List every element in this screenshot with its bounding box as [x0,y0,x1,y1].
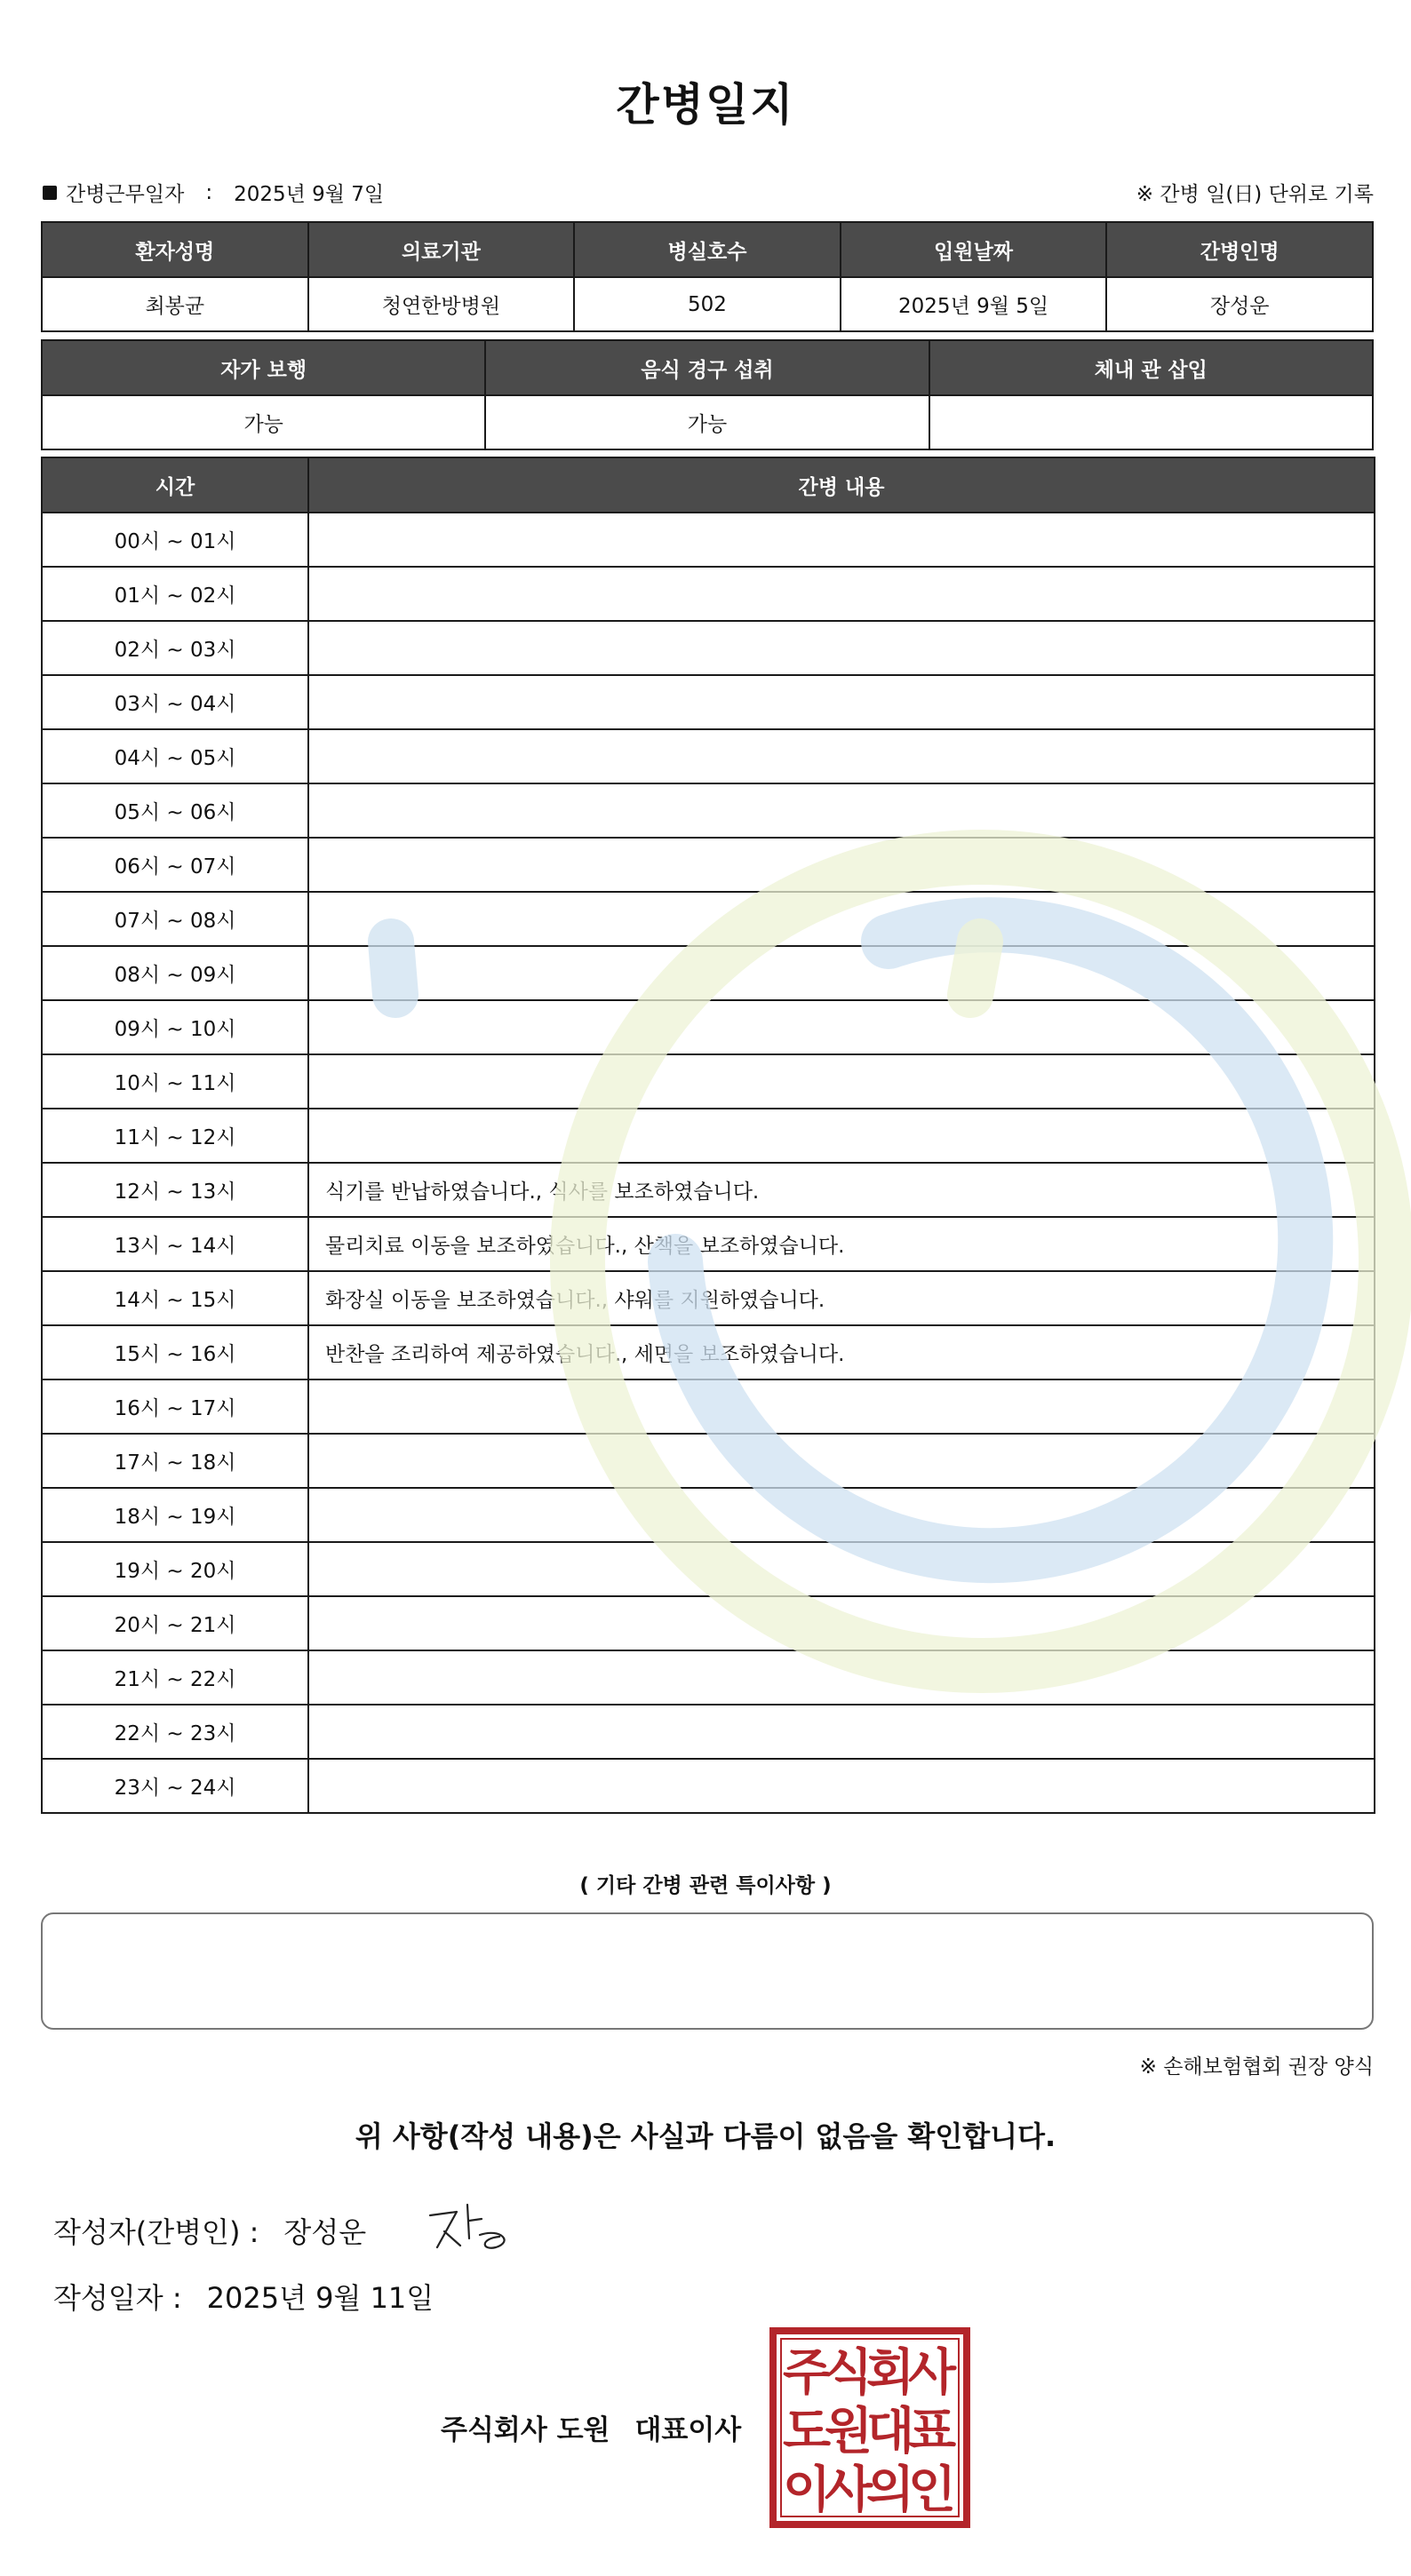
time-slot: 12시 ~ 13시 [42,1163,308,1217]
table-row [42,1054,1375,1109]
time-slot: 13시 ~ 14시 [42,1217,308,1271]
table-row [42,1000,1375,1054]
header-tube-insertion: 체내 관 삽입 [929,340,1373,395]
handwritten-signature [418,2192,524,2263]
company-line [441,2407,741,2447]
care-content [308,1109,1375,1163]
seal-character: 표 [907,2402,957,2461]
seal-character: 사 [824,2461,873,2519]
table-row [42,1271,1375,1325]
header-caregiver: 간병인명 [1106,222,1373,277]
care-content [308,567,1375,621]
hospital-name: 청연한방병원 [308,277,575,331]
table-row [42,1434,1375,1488]
header-patient-name: 환자성명 [42,222,308,277]
care-content [308,1596,1375,1650]
care-content [308,1542,1375,1596]
table-row [42,892,1375,946]
written-date-line [53,2276,434,2317]
care-content [308,892,1375,946]
table-row [42,1163,1375,1217]
header-hospital: 의료기관 [308,222,575,277]
care-log-table [41,457,1375,1814]
admission-date: 2025년 9월 5일 [841,277,1107,331]
care-content [308,1000,1375,1054]
care-content [308,1705,1375,1759]
company-seal-stamp [769,2327,970,2528]
time-slot: 21시 ~ 22시 [42,1650,308,1705]
work-date-line [43,178,384,207]
care-content [308,675,1375,729]
time-slot: 04시 ~ 05시 [42,729,308,783]
table-row [42,1650,1375,1705]
care-content [308,513,1375,567]
caregiver-name: 장성운 [1106,277,1373,331]
time-slot: 19시 ~ 20시 [42,1542,308,1596]
table-row [42,1217,1375,1271]
seal-character: 도 [782,2402,832,2461]
care-content [308,946,1375,1000]
unit-note: ※ 간병 일(日) 단위로 기록 [1136,183,1374,206]
tube-insertion-value [929,395,1373,449]
written-date-label: 작성일자 : [53,2281,182,2315]
table-row [42,621,1375,675]
notes-title: ( 기타 간병 관련 특이사항 ) [579,1874,832,1897]
time-slot: 08시 ~ 09시 [42,946,308,1000]
care-content [308,1379,1375,1434]
time-slot: 00시 ~ 01시 [42,513,308,567]
header-oral-intake: 음식 경구 섭취 [485,340,929,395]
document-title: 간병일지 [616,79,795,131]
table-row [42,838,1375,892]
time-slot: 09시 ~ 10시 [42,1000,308,1054]
care-content [308,783,1375,838]
seal-character: 회 [865,2343,915,2402]
header-care-content: 간병 내용 [308,457,1375,513]
header-time: 시간 [42,457,308,513]
walking-value: 가능 [42,395,485,449]
care-content [308,1054,1375,1109]
table-row [42,1705,1375,1759]
table-row [42,729,1375,783]
care-content [308,621,1375,675]
confirmation-statement: 위 사항(작성 내용)은 사실과 다름이 없음을 확인합니다. [355,2119,1056,2153]
table-row [42,513,1375,567]
time-slot: 11시 ~ 12시 [42,1109,308,1163]
seal-character: 의 [865,2461,915,2519]
header-walking: 자가 보행 [42,340,485,395]
table-row [42,675,1375,729]
table-row [42,1596,1375,1650]
care-content [308,729,1375,783]
work-date-label: 간병근무일자 [66,183,185,206]
time-slot: 20시 ~ 21시 [42,1596,308,1650]
care-content [308,1759,1375,1813]
time-slot: 23시 ~ 24시 [42,1759,308,1813]
time-slot: 05시 ~ 06시 [42,783,308,838]
table-row [42,783,1375,838]
patient-info-table [41,221,1374,332]
special-notes-box [41,1912,1374,2030]
care-content: 화장실 이동을 보조하였습니다., 샤워를 지원하였습니다. [308,1271,1375,1325]
header-room: 병실호수 [574,222,841,277]
writer-label: 작성자(간병인) : [53,2215,259,2249]
bullet-square-icon [43,186,57,200]
table-row [42,1759,1375,1813]
seal-character: 이 [782,2461,832,2519]
time-slot: 06시 ~ 07시 [42,838,308,892]
patient-name: 최봉균 [42,277,308,331]
work-date-value: 2025년 9월 7일 [234,183,385,206]
table-row [42,946,1375,1000]
table-row [42,567,1375,621]
time-slot: 14시 ~ 15시 [42,1271,308,1325]
time-slot: 15시 ~ 16시 [42,1325,308,1379]
seal-character: 인 [907,2461,957,2519]
seal-character: 원 [824,2402,873,2461]
time-slot: 10시 ~ 11시 [42,1054,308,1109]
writer-name: 장성운 [283,2215,367,2249]
care-content: 식기를 반납하였습니다., 식사를 보조하였습니다. [308,1163,1375,1217]
care-content [308,838,1375,892]
form-source-note: ※ 손해보험협회 권장 양식 [1139,2055,1374,2079]
seal-character: 사 [907,2343,957,2402]
company-name: 주식회사 도원 [441,2414,610,2446]
seal-character: 대 [865,2402,915,2461]
time-slot: 22시 ~ 23시 [42,1705,308,1759]
time-slot: 07시 ~ 08시 [42,892,308,946]
table-row [42,1488,1375,1542]
oral-intake-value: 가능 [485,395,929,449]
time-slot: 03시 ~ 04시 [42,675,308,729]
room-number: 502 [574,277,841,331]
seal-character: 주 [782,2343,832,2402]
care-content [308,1434,1375,1488]
care-content [308,1650,1375,1705]
time-slot: 02시 ~ 03시 [42,621,308,675]
writer-line [53,2210,366,2251]
company-representative: 대표이사 [634,2414,742,2446]
table-row [42,1325,1375,1379]
header-admission-date: 입원날짜 [841,222,1107,277]
work-date-separator: : [205,180,213,204]
care-content: 물리치료 이동을 보조하였습니다., 산책을 보조하였습니다. [308,1217,1375,1271]
care-content [308,1488,1375,1542]
table-row [42,1109,1375,1163]
time-slot: 17시 ~ 18시 [42,1434,308,1488]
time-slot: 16시 ~ 17시 [42,1379,308,1434]
time-slot: 18시 ~ 19시 [42,1488,308,1542]
table-row [42,1542,1375,1596]
patient-status-table [41,339,1374,450]
care-content: 반찬을 조리하여 제공하였습니다., 세면을 보조하였습니다. [308,1325,1375,1379]
table-row [42,1379,1375,1434]
written-date-value: 2025년 9월 11일 [206,2281,434,2315]
seal-character: 식 [824,2343,873,2402]
time-slot: 01시 ~ 02시 [42,567,308,621]
